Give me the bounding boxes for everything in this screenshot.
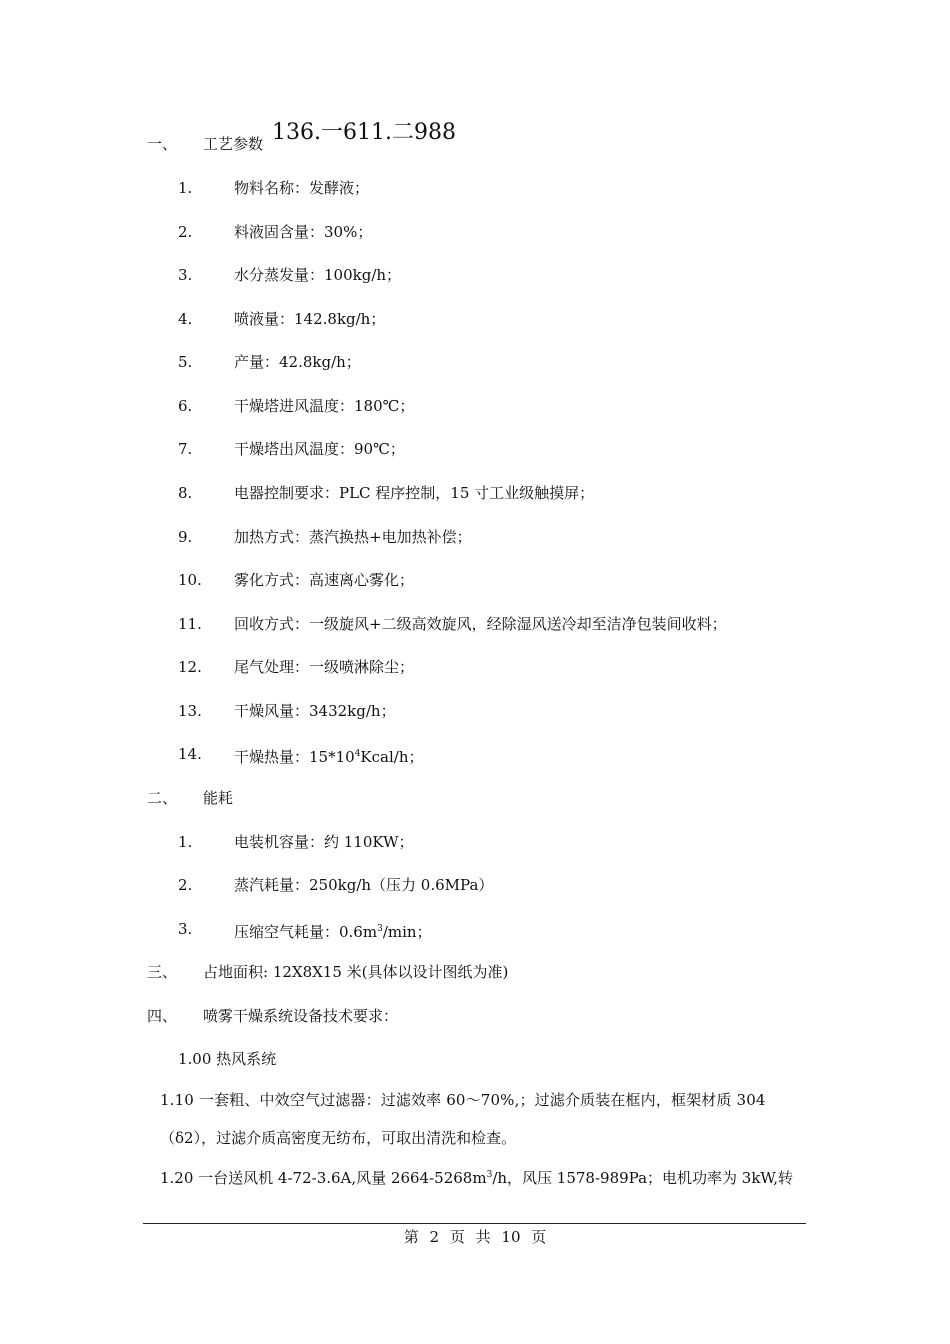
paragraph-text-part: /h，风压 1578-989Pa；电机功率为 3kW,转 [492, 1169, 793, 1187]
item-text: 产量：42.8kg/h； [234, 353, 361, 371]
item-text: 干燥塔进风温度：180℃； [234, 397, 415, 415]
section-4-number: 四、 [147, 1007, 178, 1025]
item-number: 4. [178, 310, 193, 328]
item-text: 干燥塔出风温度：90℃； [234, 440, 405, 458]
item-text-part: 压缩空气耗量：0.6m [234, 923, 378, 941]
section-4-title: 喷雾干燥系统设备技术要求： [203, 1007, 399, 1025]
item-text: 尾气处理：一级喷淋除尘； [234, 658, 415, 676]
item-number: 13. [178, 702, 202, 720]
superscript: 3 [486, 1170, 493, 1180]
footer-rule [143, 1223, 806, 1224]
item-text-part: 干燥热量：15*10 [234, 748, 355, 766]
item-text: 电装机容量：约 110KW； [234, 833, 414, 851]
footer-ye2: 页 [531, 1228, 547, 1246]
superscript: 3 [377, 924, 383, 934]
item-number: 3. [178, 920, 193, 938]
footer-total-pages: 10 [501, 1228, 521, 1246]
item-text [234, 920, 432, 941]
item-text-part: /min； [382, 923, 432, 941]
item-number: 2. [178, 876, 193, 894]
item-number: 14. [178, 745, 202, 763]
section-1-title: 工艺参数 [203, 135, 264, 153]
item-text: 料液固含量：30%； [234, 223, 373, 241]
section-3-title: 占地面积: 12X8X15 米(具体以设计图纸为准) [203, 963, 509, 981]
subsection-title: 1.00 热风系统 [178, 1050, 277, 1068]
item-text: 电器控制要求：PLC 程序控制，15 寸工业级触摸屏； [234, 484, 595, 502]
item-text: 加热方式：蒸汽换热+电加热补偿； [234, 528, 472, 546]
section-2-number: 二、 [147, 789, 178, 807]
item-number: 1. [178, 833, 193, 851]
item-number: 12. [178, 658, 202, 676]
item-number: 5. [178, 353, 193, 371]
item-number: 3. [178, 266, 193, 284]
item-number: 1. [178, 179, 193, 197]
footer-page-number: 2 [429, 1228, 440, 1246]
item-number: 9. [178, 528, 193, 546]
section-1-number: 一、 [147, 135, 178, 153]
item-text: 水分蒸发量：100kg/h； [234, 266, 402, 284]
item-text-part: Kcal/h； [360, 748, 424, 766]
paragraph-text-part: 1.20 一台送风机 4-72-3.6A,风量 2664-5268m [160, 1169, 487, 1187]
item-text: 雾化方式：高速离心雾化； [234, 571, 415, 589]
item-text: 干燥风量：3432kg/h； [234, 702, 396, 720]
item-number: 10. [178, 571, 202, 589]
section-2-title: 能耗 [203, 789, 234, 807]
section-3-number: 三、 [147, 963, 178, 981]
phone-number-watermark: 136.一611.二988 [272, 120, 456, 145]
superscript: 4 [354, 749, 361, 759]
footer-gong: 共 [475, 1228, 491, 1246]
item-text: 喷液量：142.8kg/h； [234, 310, 386, 328]
paragraph-line [160, 1166, 793, 1187]
item-text: 回收方式：一级旋风+二级高效旋风，经除湿风送冷却至洁净包装间收料； [234, 615, 727, 633]
item-number: 8. [178, 484, 193, 502]
item-text: 物料名称：发酵液； [234, 179, 370, 197]
item-number: 7. [178, 440, 193, 458]
item-number: 6. [178, 397, 193, 415]
footer-ye: 页 [449, 1228, 465, 1246]
paragraph-line: （δ2），过滤介质高密度无纺布，可取出清洗和检查。 [160, 1129, 517, 1147]
item-number: 11. [178, 615, 202, 633]
page-footer [0, 1228, 950, 1246]
paragraph-line: 1.10 一套粗、中效空气过滤器：过滤效率 60～70%,；过滤介质装在框内，框架材质 304 [160, 1091, 766, 1109]
item-text [234, 745, 423, 766]
item-text: 蒸汽耗量：250kg/h（压力 0.6MPa） [234, 876, 494, 894]
item-number: 2. [178, 223, 193, 241]
footer-di: 第 [403, 1228, 419, 1246]
